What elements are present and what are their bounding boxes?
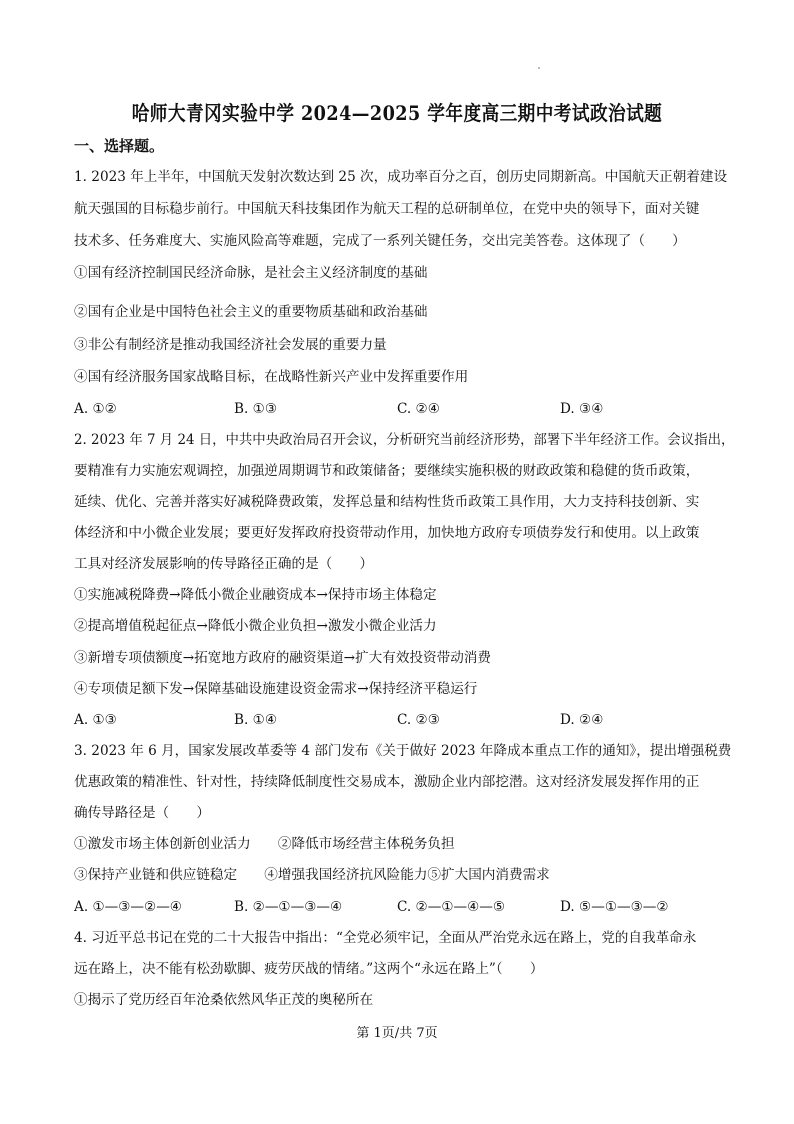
- option-d[interactable]: D. ③④: [560, 401, 604, 417]
- q1-stem-line: 1. 2023 年上半年，中国航天发射次数达到 25 次，成功率百分之百，创历史同期新高。中国航天正朝着建设: [74, 169, 728, 185]
- q3-item: ③保持产业链和供应链稳定 ④增强我国经济抗风险能力⑤扩大国内消费需求: [74, 867, 550, 883]
- q3-item: ①激发市场主体创新创业活力 ②降低市场经营主体税务负担: [74, 836, 455, 852]
- section-heading: 一、选择题。: [74, 137, 165, 155]
- page-title: 哈师大青冈实验中学 2024—2025 学年度高三期中考试政治试题: [131, 101, 663, 125]
- q2-item: ④专项债足额下发→保障基础设施建设资金需求→保持经济平稳运行: [74, 681, 478, 697]
- option-b[interactable]: B. ①④: [234, 712, 278, 728]
- q2-stem-line: 要精准有力实施宏观调控，加强逆周期调节和政策储备；要继续实施积极的财政政策和稳健的货币政策，: [74, 463, 700, 479]
- q2-item: ③新增专项债额度→拓宽地方政府的融资渠道→扩大有效投资带动消费: [74, 650, 491, 666]
- q1-item: ④国有经济服务国家战略目标，在战略性新兴产业中发挥重要作用: [74, 369, 469, 385]
- option-a[interactable]: A. ①③: [74, 712, 117, 728]
- q2-stem-line: 工具对经济发展影响的传导路径正确的是（ ）: [74, 556, 374, 572]
- q1-item: ①国有经济控制国民经济命脉，是社会主义经济制度的基础: [74, 265, 428, 281]
- q3-stem-line: 确传导路径是（ ）: [74, 805, 210, 821]
- page-number: 第 1页/共 7页: [356, 1026, 438, 1041]
- q2-stem-line: 延续、优化、完善并落实好减税降费政策，发挥总量和结构性货币政策工具作用，大力支持科技创新、实: [74, 494, 700, 510]
- option-c[interactable]: C. ②④: [397, 401, 440, 417]
- option-a[interactable]: A. ①—③—②—④: [74, 899, 182, 915]
- q3-stem-line: 3. 2023 年 6 月，国家发展改革委等 4 部门发布《关于做好 2023 年降成本重点工作的通知》，提出增强税费: [74, 743, 732, 759]
- q4-item: ①揭示了党历经百年沧桑依然风华正茂的奥秘所在: [74, 992, 374, 1008]
- q1-stem-line: 技术多、任务难度大、实施风险高等难题，完成了一系列关键任务，交出完美答卷。这体现了（ ）: [74, 233, 686, 249]
- q4-stem-line: 4. 习近平总书记在党的二十大报告中指出：“全党必须牢记，全面从严治党永远在路上，党的自我革命永: [74, 930, 697, 946]
- q2-item: ②提高增值税起征点→降低小微企业负担→激发小微企业活力: [74, 618, 437, 634]
- option-c[interactable]: C. ②③: [397, 712, 440, 728]
- option-b[interactable]: B. ①③: [234, 401, 278, 417]
- q1-stem-line: 航天强国的目标稳步前行。中国航天科技集团作为航天工程的总研制单位，在党中央的领导下，面对关键: [74, 201, 700, 217]
- option-d[interactable]: D. ⑤—①—③—②: [560, 899, 669, 915]
- option-a[interactable]: A. ①②: [74, 401, 117, 417]
- scan-speck: [538, 67, 540, 69]
- q4-stem-line: 远在路上，决不能有松劲歇脚、疲劳厌战的情绪。”这两个“永远在路上”（ ）: [74, 961, 544, 977]
- q1-item: ③非公有制经济是推动我国经济社会发展的重要力量: [74, 337, 387, 353]
- option-c[interactable]: C. ②—①—④—⑤: [397, 899, 506, 915]
- q3-stem-line: 优惠政策的精准性、针对性，持续降低制度性交易成本，激励企业内部挖潜。这对经济发展发挥作用的正: [74, 774, 700, 790]
- option-b[interactable]: B. ②—①—③—④: [234, 899, 343, 915]
- option-d[interactable]: D. ②④: [560, 712, 604, 728]
- q2-stem-line: 2. 2023 年 7 月 24 日，中共中央政治局召开会议，分析研究当前经济形势，部署下半年经济工作。会议指出，: [74, 432, 735, 448]
- q2-item: ①实施减税降费→降低小微企业融资成本→保持市场主体稳定: [74, 587, 437, 603]
- q2-stem-line: 体经济和中小微企业发展；要更好发挥政府投资带动作用，加快地方政府专项债券发行和使用。以上政策: [74, 525, 700, 541]
- q1-item: ②国有企业是中国特色社会主义的重要物质基础和政治基础: [74, 304, 428, 320]
